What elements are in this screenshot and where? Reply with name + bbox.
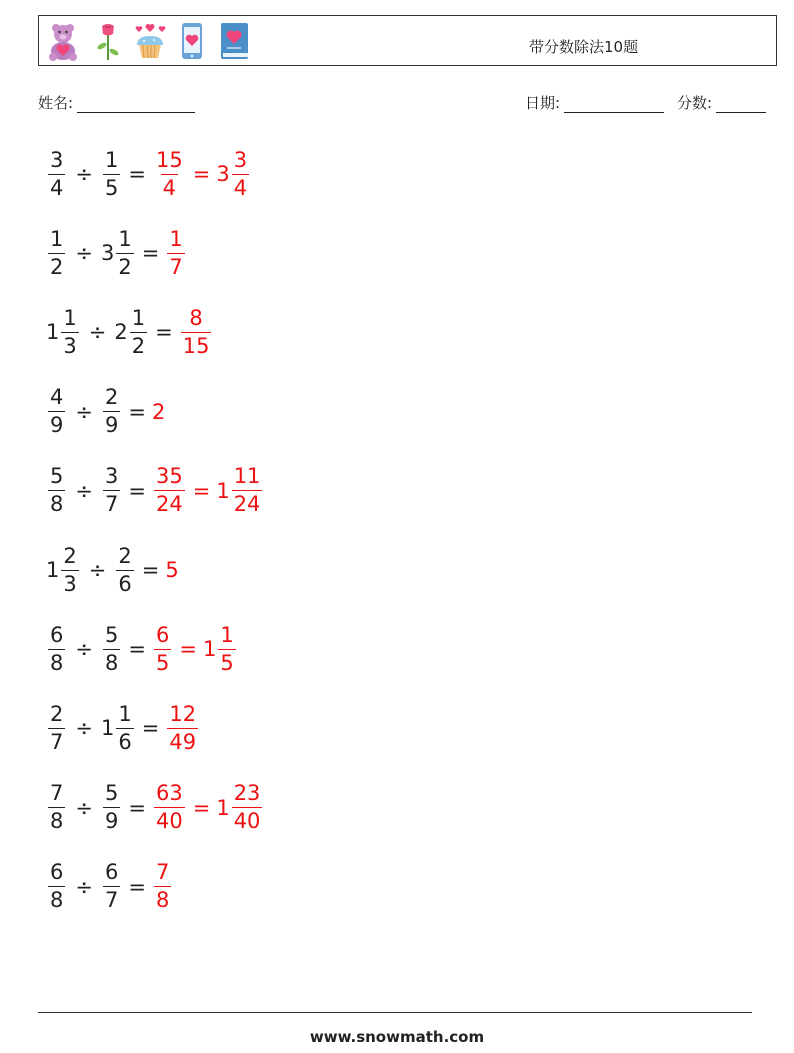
answer <box>179 305 214 358</box>
answer-fraction <box>154 147 185 200</box>
divisor-numerator: 1 <box>104 147 119 172</box>
divisor-denominator: 2 <box>118 254 132 279</box>
answer-whole-part: 1 <box>216 478 230 503</box>
divisor-numerator: 6 <box>104 860 119 885</box>
answer-equals-sign: = <box>192 478 211 503</box>
divisor-whole-part: 1 <box>100 716 115 741</box>
dividend-denominator: 2 <box>50 254 64 279</box>
answer-number <box>202 622 238 675</box>
dividend-denominator: 8 <box>50 650 64 675</box>
answer-denominator: 49 <box>169 729 197 754</box>
score-field <box>677 92 766 113</box>
problem-row <box>46 698 200 758</box>
answer <box>165 558 178 582</box>
header-icons <box>45 20 255 62</box>
dividend-number <box>46 543 81 596</box>
answer <box>152 147 251 200</box>
equals-sign: = <box>128 478 146 503</box>
divisor-number <box>101 783 122 832</box>
dividend-fraction <box>48 226 65 279</box>
answer-numerator: 23 <box>233 781 261 806</box>
divisor-denominator: 5 <box>104 175 119 200</box>
divide-sign: ÷ <box>88 320 107 345</box>
divisor-number <box>101 862 122 911</box>
book-heart-icon <box>213 20 255 62</box>
answer-fraction <box>167 226 184 279</box>
dividend-whole-part: 1 <box>46 558 60 582</box>
answer-number <box>165 558 178 582</box>
answer-numerator: 11 <box>233 464 261 489</box>
divisor-denominator: 6 <box>118 729 132 754</box>
answer-equals-sign: = <box>192 162 211 186</box>
divisor-fraction <box>103 466 120 515</box>
answer-denominator: 5 <box>155 650 170 675</box>
answer <box>165 226 186 279</box>
divisor-numerator: 2 <box>104 385 119 410</box>
problem-row <box>46 857 173 917</box>
answer-denominator: 7 <box>169 254 183 279</box>
divisor-numerator: 3 <box>104 464 119 489</box>
answer-numerator: 15 <box>155 147 183 172</box>
dividend-whole-part: 1 <box>46 320 60 345</box>
dividend-fraction <box>48 147 65 200</box>
divisor-denominator: 9 <box>104 809 119 834</box>
dividend-fraction <box>61 543 78 596</box>
divisor-numerator: 1 <box>118 701 132 726</box>
answer-number <box>152 147 187 200</box>
dividend-number <box>46 387 67 436</box>
answer-whole-part: 2 <box>151 399 166 424</box>
answer-number <box>216 466 264 515</box>
dividend-number <box>46 783 67 832</box>
cupcake-hearts-icon <box>129 20 171 62</box>
answer-number <box>152 862 173 911</box>
answer-equals-sign: = <box>179 637 197 662</box>
answer-number <box>152 622 173 675</box>
equals-sign: = <box>128 795 146 820</box>
dividend-fraction <box>48 783 65 832</box>
equals-sign: = <box>141 241 160 266</box>
divisor-fraction <box>103 862 120 911</box>
problem-row <box>46 144 251 204</box>
name-label: 姓名: <box>38 94 74 112</box>
answer-denominator: 40 <box>233 809 261 834</box>
answer-fraction <box>154 783 185 832</box>
answer-numerator: 1 <box>169 226 183 251</box>
dividend-fraction <box>48 622 65 675</box>
divisor-number <box>101 387 122 436</box>
divisor-fraction <box>116 543 133 596</box>
worksheet-title: 带分数除法10题 <box>529 38 639 56</box>
dividend-numerator: 6 <box>50 860 64 885</box>
divisor-denominator: 2 <box>131 333 146 358</box>
divisor-number <box>101 466 122 515</box>
divisor-whole-part: 2 <box>114 320 128 345</box>
header-box <box>38 15 777 66</box>
divisor-number <box>114 305 149 358</box>
divide-sign: ÷ <box>75 162 93 186</box>
answer-whole-part: 1 <box>202 637 217 662</box>
dividend-numerator: 2 <box>50 701 64 726</box>
date-label: 日期: <box>525 94 561 112</box>
dividend-numerator: 5 <box>50 464 64 489</box>
answer-whole-part: 1 <box>216 795 230 820</box>
footer-divider <box>38 1012 752 1013</box>
name-blank-line[interactable] <box>77 98 195 113</box>
divide-sign: ÷ <box>75 478 93 503</box>
dividend-denominator: 3 <box>63 571 77 596</box>
equals-sign: = <box>128 637 146 662</box>
phone-heart-icon <box>171 20 213 62</box>
dividend-denominator: 9 <box>50 413 64 438</box>
answer-fraction <box>154 466 185 515</box>
answer-denominator: 40 <box>155 809 183 834</box>
divisor-number <box>114 543 135 596</box>
answer <box>152 400 165 424</box>
answer-numerator: 7 <box>155 860 170 885</box>
dividend-denominator: 8 <box>50 809 64 834</box>
divisor-denominator: 8 <box>104 650 119 675</box>
dividend-number <box>46 226 67 279</box>
date-blank-line[interactable] <box>564 98 664 113</box>
answer-number <box>179 305 214 358</box>
divisor-denominator: 9 <box>104 413 119 438</box>
answer-fraction <box>167 701 198 754</box>
answer-number <box>165 226 186 279</box>
dividend-numerator: 7 <box>50 781 64 806</box>
divide-sign: ÷ <box>75 241 93 266</box>
answer-fraction <box>181 305 212 358</box>
answer-denominator: 8 <box>155 888 170 913</box>
answer-fraction <box>232 783 263 832</box>
divisor-numerator: 2 <box>118 543 132 568</box>
answer <box>152 862 173 911</box>
problem-row <box>46 461 264 521</box>
answer-number <box>152 783 187 832</box>
divisor-number <box>100 701 136 754</box>
equals-sign: = <box>141 716 160 741</box>
dividend-numerator: 1 <box>63 305 77 330</box>
divisor-fraction <box>130 305 147 358</box>
divisor-fraction <box>116 226 133 279</box>
equals-sign: = <box>141 558 160 582</box>
dividend-numerator: 1 <box>50 226 64 251</box>
answer-number <box>216 147 251 200</box>
divisor-denominator: 7 <box>104 888 119 913</box>
divide-sign: ÷ <box>88 558 107 582</box>
answer-denominator: 24 <box>155 492 183 517</box>
dividend-number <box>46 862 67 911</box>
divisor-fraction <box>103 147 120 200</box>
divisor-number <box>101 622 122 675</box>
divide-sign: ÷ <box>75 399 93 424</box>
dividend-numerator: 2 <box>63 543 77 568</box>
divide-sign: ÷ <box>75 795 93 820</box>
divisor-number <box>101 147 122 200</box>
dividend-denominator: 8 <box>50 492 64 517</box>
answer-fraction <box>218 622 235 675</box>
answer-numerator: 6 <box>155 622 170 647</box>
answer-whole-part: 5 <box>165 558 179 582</box>
score-label: 分数: <box>677 94 713 112</box>
dividend-denominator: 3 <box>63 333 77 358</box>
divide-sign: ÷ <box>75 874 93 899</box>
answer-denominator: 15 <box>182 333 210 358</box>
divisor-whole-part: 3 <box>100 241 115 266</box>
answer-denominator: 24 <box>233 492 261 517</box>
answer-number <box>152 400 165 424</box>
answer <box>152 622 238 675</box>
problem-row <box>46 540 179 600</box>
dividend-denominator: 8 <box>50 888 64 913</box>
answer <box>165 701 200 754</box>
divisor-numerator: 5 <box>104 781 119 806</box>
dividend-fraction <box>48 701 65 754</box>
dividend-fraction <box>48 862 65 911</box>
divisor-numerator: 1 <box>118 226 132 251</box>
divisor-denominator: 7 <box>104 492 119 517</box>
divisor-fraction <box>116 701 133 754</box>
dividend-numerator: 6 <box>50 622 64 647</box>
answer-fraction <box>232 147 249 200</box>
divisor-fraction <box>103 622 120 675</box>
divide-sign: ÷ <box>75 716 93 741</box>
dividend-fraction <box>48 387 65 436</box>
divisor-numerator: 5 <box>104 622 119 647</box>
dividend-number <box>46 147 67 200</box>
answer <box>152 783 264 832</box>
equals-sign: = <box>128 399 146 424</box>
answer-number <box>165 701 200 754</box>
answer-numerator: 63 <box>155 781 183 806</box>
equals-sign: = <box>155 320 173 345</box>
answer-numerator: 8 <box>189 305 203 330</box>
answer-whole-part: 3 <box>216 162 230 186</box>
equals-sign: = <box>128 162 146 186</box>
divisor-fraction <box>103 387 120 436</box>
date-field <box>525 92 664 113</box>
answer-numerator: 1 <box>220 622 234 647</box>
problem-row <box>46 382 165 442</box>
dividend-number <box>46 701 67 754</box>
equals-sign: = <box>128 874 146 899</box>
dividend-number <box>46 622 67 675</box>
divisor-fraction <box>103 783 120 832</box>
dividend-number <box>46 466 67 515</box>
dividend-denominator: 4 <box>50 175 64 200</box>
dividend-number <box>46 305 81 358</box>
dividend-numerator: 3 <box>50 147 64 172</box>
dividend-fraction <box>48 466 65 515</box>
answer-denominator: 4 <box>233 175 248 200</box>
score-blank-line[interactable] <box>716 98 766 113</box>
problem-row <box>46 778 264 838</box>
problem-row <box>46 619 238 679</box>
footer-url: www.snowmath.com <box>309 1028 485 1046</box>
answer-denominator: 5 <box>220 650 234 675</box>
divisor-number <box>100 226 136 279</box>
answer <box>152 466 264 515</box>
divisor-numerator: 1 <box>131 305 146 330</box>
answer-fraction <box>232 466 263 515</box>
answer-fraction <box>154 622 171 675</box>
dividend-numerator: 4 <box>50 385 64 410</box>
problem-row <box>46 223 187 283</box>
answer-denominator: 4 <box>162 175 177 200</box>
answer-numerator: 12 <box>169 701 197 726</box>
divisor-denominator: 6 <box>118 571 132 596</box>
name-field <box>38 92 195 113</box>
answer-fraction <box>154 862 171 911</box>
answer-equals-sign: = <box>192 795 211 820</box>
answer-number <box>216 783 264 832</box>
divide-sign: ÷ <box>75 637 93 662</box>
dividend-denominator: 7 <box>50 729 64 754</box>
rose-flower-icon <box>87 20 129 62</box>
answer-numerator: 35 <box>155 464 183 489</box>
answer-numerator: 3 <box>233 147 248 172</box>
answer-number <box>152 466 187 515</box>
problem-row <box>46 302 213 362</box>
dividend-fraction <box>61 305 78 358</box>
teddy-bear-heart-icon <box>45 20 87 62</box>
